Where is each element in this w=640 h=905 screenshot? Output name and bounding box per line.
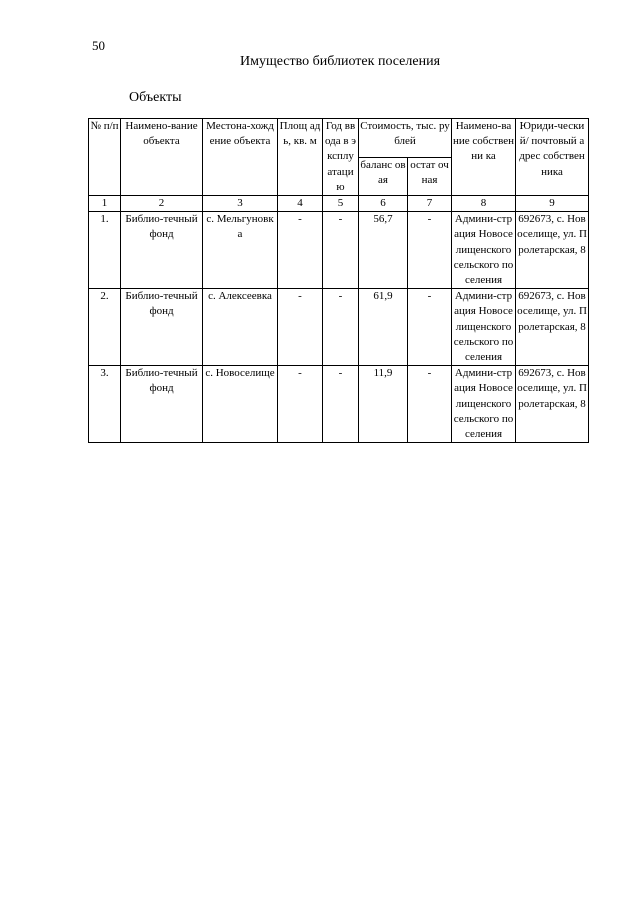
- row-year: -: [323, 366, 359, 443]
- row-year: -: [323, 212, 359, 289]
- library-property-table: [88, 118, 589, 443]
- row-owner: Админи-страция Новоселищенского сельского поселения: [452, 289, 516, 366]
- row-area: -: [278, 289, 323, 366]
- row-balance: 56,7: [359, 212, 408, 289]
- table-row: [89, 289, 589, 366]
- column-number-row: [89, 196, 589, 212]
- header-year: Год ввода в эксплу атаци ю: [323, 119, 359, 196]
- page-title: Имущество библиотек поселения: [239, 54, 441, 69]
- row-num: 1.: [89, 212, 121, 289]
- header-address: Юриди-ческий/ почтовый адрес собственника: [516, 119, 589, 196]
- column-number: 7: [408, 196, 452, 212]
- page-number: 50: [92, 38, 105, 53]
- table-row: [89, 212, 589, 289]
- row-location: с. Мельгуновка: [203, 212, 278, 289]
- row-residual: -: [408, 212, 452, 289]
- column-number: 3: [203, 196, 278, 212]
- column-number: 2: [121, 196, 203, 212]
- row-location: с. Новоселище: [203, 366, 278, 443]
- row-name: Библио-течный фонд: [121, 212, 203, 289]
- header-location: Местона-хождение объекта: [203, 119, 278, 196]
- row-year: -: [323, 289, 359, 366]
- row-name: Библио-течный фонд: [121, 289, 203, 366]
- header-num: № п/п: [89, 119, 121, 196]
- row-owner: Админи-страция Новоселищенского сельского поселения: [452, 212, 516, 289]
- column-number: 6: [359, 196, 408, 212]
- column-number: 9: [516, 196, 589, 212]
- column-number: 8: [452, 196, 516, 212]
- row-area: -: [278, 212, 323, 289]
- column-number: 4: [278, 196, 323, 212]
- header-area: Площ адь, кв. м: [278, 119, 323, 196]
- table-row: [89, 366, 589, 443]
- row-location: с. Алексеевка: [203, 289, 278, 366]
- table-header: [89, 119, 589, 196]
- row-num: 3.: [89, 366, 121, 443]
- header-name: Наимено-вание объекта: [121, 119, 203, 196]
- row-num: 2.: [89, 289, 121, 366]
- header-row: [89, 119, 589, 158]
- row-name: Библио-течный фонд: [121, 366, 203, 443]
- row-balance: 61,9: [359, 289, 408, 366]
- header-residual: остат очная: [408, 157, 452, 196]
- header-balance: баланс овая: [359, 157, 408, 196]
- column-number: 5: [323, 196, 359, 212]
- header-cost: Стоимость, тыс. рублей: [359, 119, 452, 158]
- row-residual: -: [408, 289, 452, 366]
- column-number: 1: [89, 196, 121, 212]
- row-residual: -: [408, 366, 452, 443]
- row-address: 692673, с. Новоселище, ул. Пролетарская, 8: [516, 289, 589, 366]
- row-owner: Админи-страция Новоселищенского сельского поселения: [452, 366, 516, 443]
- row-area: -: [278, 366, 323, 443]
- row-balance: 11,9: [359, 366, 408, 443]
- row-address: 692673, с. Новоселище, ул. Пролетарская, 8: [516, 212, 589, 289]
- section-title: Объекты: [129, 90, 182, 105]
- header-owner: Наимено-вание собственни ка: [452, 119, 516, 196]
- row-address: 692673, с. Новоселище, ул. Пролетарская, 8: [516, 366, 589, 443]
